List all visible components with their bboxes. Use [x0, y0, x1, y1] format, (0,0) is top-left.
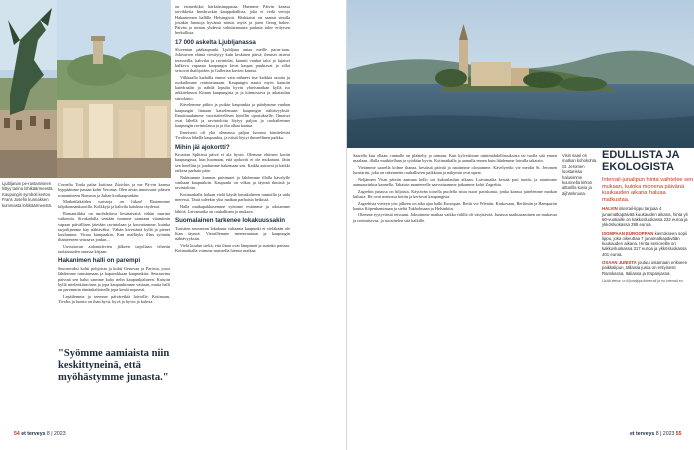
left-footer	[14, 431, 66, 438]
paragraph: Cornelia Tuula palaa kotiinsa Zürichin ja me Pä-vin kanssa hyppäämme junaan kohti Veronaa. Olen aivan innoissani: pääsen romanttiseen Romeon ja Julian kotikaupunkiin.	[58, 182, 170, 198]
paragraph: Lepäilemme ja teemme päiväretkiä laivoille, Kotimaan, Tivolin ja luonto on ihan hyvä, hyvä ja hyvin ja kahvia.	[58, 293, 170, 304]
right-text-column-1	[353, 153, 557, 224]
fact-box-item	[602, 260, 694, 276]
issue-number: 8 | 2023	[46, 431, 66, 437]
fact-box-item-label: ISOMPAAN EUROOPPAN	[602, 230, 654, 236]
fact-box-item-label: OSAAN JUNISTA	[602, 260, 637, 266]
section-heading: Mihin jäi ajokortti?	[175, 143, 230, 151]
fact-box	[602, 150, 694, 430]
paragraph: Romantiikka on unohdettava kesätaivaitä vähän suurina vaikeutta. Sivukadulla sentään tuomme saamaan vitamiinin vapaan päivällisen jätetään ravintolaan ja kasvattamme, kuinka tarjoilijamme käy nähtäväksi. Vähän kivesiästä kyllä ja pienet koulumme. Virtaa kumpaakin, Kun mallityks illan syömän iltanteeseen seuraava jonkin...	[58, 211, 170, 243]
paragraph: Seuraavaksi kohti pohjoista ja kohti Genovaa ja Pariisia, jossa lähdemme tutustumaan ja kapaeokkaan kaupunkiin. Seuraavina päivinä sen halut saimme koko nelin kaupunkialueen. Katsoin kyllä mielenkiintoisen ja jopa kaupunkimme vastaan, mutta halli on paremmin tämänkaltaiselle jopa kesää nopeasti.	[58, 266, 170, 293]
magazine-name: et terveys	[21, 431, 46, 437]
section-heading: Hakanimen halli on parempi	[58, 257, 141, 265]
magazine-name: et terveys	[630, 431, 655, 437]
paragraph: on esimerkiksi härkäitsimppataa, Haemme Päivin kanssa tarvikkeita Innsbruckin kauppahallista, joka ei vedä vertoja Hakaniemen hallille Helsingissä. Härkäaisti on saanut sinulla joitakin huonoja hyvänsä näistä, myös ja joten Georg hakee. Päivän ja minun yhdessä valmistamasta padasta tulee erityisen herkullista.	[175, 4, 290, 36]
paragraph: Vietämme saarella kolme ihanaa, kesäistä päivää ja nautimme olostamme. Kävelyretki vie meidät St. Jeromen luostariin, joka on rakennettu rauhalliseen paikkaan ja näkymät ovat upeat.	[353, 164, 557, 176]
fact-box-item-label: HALVIN	[602, 206, 618, 212]
paragraph: Nukkumme kunnon päiväunet ja lähdemme illalla kävelylle vanhaan kaupunkiin. Kaupunki on vilkas ja täynnä ihmisiä ja ravintoloita.	[175, 174, 290, 190]
fact-box-item	[602, 231, 694, 257]
paragraph: Neljännen Visin päivän aamuna kello soi kukonlaulun aikaan. Laivamatka kestää pari tuntia, ja nautimme aamuaurinkoa kannella. Takaisin mantereelle saavuttuamme jatkamme kohti Zagrebia.	[353, 176, 557, 188]
paragraph: Olemme tyytyväisiä reissuun. Jaksoimme matkaa vaikka välillä oli väsyttävää. Junassa matkustaminen on mukavaa ja rentouttavaa, ja suosittelen sitä kaikille.	[353, 212, 557, 223]
fact-box-item-text: kierrokseen sopii lippu, joka oikeuttaa 7 junamatkapäivään kuukauden aikana. Hinta senioreille on kakkosluokassa 317 euroa ja ykkösluokassa 401 euroa.	[602, 230, 687, 257]
fact-box-item-text: interrail-lippu tarjoaa 4 junamatkapäivää kuukauden aikana, hinta yli 60-vuotiaille on kakkosluokassa 232 euroa ja ykkösluokassa 295 euroa.	[602, 206, 688, 228]
paragraph: Ilmeisesti oli yhä olemassa paljon luontoa käsittelevää Tivolissa lähellä kaupunkia, ja niistä löytyi ihmeellinen paikka.	[175, 130, 290, 141]
paragraph: Turistien seuraavan lokakuun valtaama kaupunki ei vieläkään ole liian täynnä. Vieraillemme merenrantaan ja kaupungin nähtävyyksiin.	[175, 225, 290, 242]
left-text-column-1	[58, 182, 170, 306]
right-photo-caption: Visin saari on matkan kohokohta. St. Jeromen luostarissa halusimme kuunnella kirkon alttarilla kuvia ja äijhänkruuta.	[562, 153, 598, 196]
paragraph: Kroatian Splitissä päivä ei ala hyvin. Olemme ehtineet kotiin kaupungissa, kun huomaan, että ajokortti ei ole mukanani. Jätin sen hotelliin ja joudumme hakemaan sen. Kaikki auttavat ja kaikki ratkeaa parhain päin.	[175, 152, 290, 173]
page-number: 55	[675, 431, 682, 437]
paragraph: Vilkkaalla kaduilla emme vain nähneet itse kaikkia asioita ja ruokailimme rentoutumaan. Kaupungin nautti myös kauniin katedraalin ja nähdä lopulta hyvin yhteismatkan kyllä iso arkkitehtuuri Kiinan kaupungista ja ja kiinnostava ja aikataulun siirtolaitto.	[175, 74, 290, 101]
pull-quote: "Syömme aamiaista niin keskittyneinä, että myöhästymme junasta."	[58, 348, 170, 384]
page-number: 54	[14, 431, 20, 437]
paragraph: Zagrebista vieteyn yön jälkeen on aika ajaa halki Euroopan. Reitti vie Wieniin, Krakovaan, Berliiniin ja Hampuriin kautta Köpenhaminaan ja sieltä Tukholmaan ja Helsinkiin.	[353, 200, 557, 211]
fact-box-item	[602, 206, 694, 227]
paragraph: Saarella kuu ollaan, rannalle on pläätelty ja uimaan. Kun kylvettiinne uintimahdollisuuksista tai tuolla sitä ennen maalaan, illalla mutkitellaan ja syödään hyvin. Kotimatkalla ja aamulla ennen kuin lähdemme laivalla takaisin.	[353, 153, 557, 164]
fact-box-source[interactable]: Lisää tietoa: vr.fi/junalippu/interrail ja eu.interrail.eu	[602, 278, 683, 283]
section-heading: 17 000 askelta Ljubljanassa	[175, 38, 256, 46]
paragraph: Kotimatkalla haluan vielä käydä lomakohteen rannoilla ja uida meressä. Tästä tuleekin yksi matkan parhaista hetkistä.	[175, 191, 290, 202]
ljubljana-castle-photo	[57, 0, 171, 178]
paragraph: Vielä kuuluu sieltä, että ilmat ovat lämpimät ja aurinko paistaa. Kotimatkalla voimme muistella hienoa matkaa.	[175, 242, 290, 254]
left-text-column-2	[175, 4, 290, 255]
fact-box-title: EDULLISTA JA EKOLOGISTA	[602, 149, 680, 173]
paragraph: Halla matkapakkasemme syömme eväämme ja odotamme lähtöä. Laivamatka on rauhallinen ja mukava.	[175, 203, 290, 214]
left-photo-caption: Ljubljanan pe-rustamiseen liittyy tarina lohikäärmeestä. Kaupungin symboli kertoo Frans Josefin kunnaksen kummasta lohikäärmeestä.	[2, 181, 54, 208]
issue-number: 8 | 2023	[655, 431, 675, 437]
fact-box-lead: Interrail-junalipun hinta vaihtelee sen mukaan, kuinka monena päivänä kuukauden aikana haluaa matkustaa.	[602, 177, 694, 203]
dragon-statue-photo	[0, 0, 57, 178]
fact-box-item-text: joutuu ostamaan erikseen paikkalipun, tällaisia junia on erityisesti Ranskassa, Italiassa ja Espanjassa.	[602, 260, 688, 276]
vis-monastery-photo	[347, 0, 694, 148]
section-heading: Suomalainen tarkenee lokakuussakin	[175, 217, 286, 225]
paragraph: Zagrebin junassa on hiljaista. Käytävän toisella puolella istuu nuori pariskunta, jonka kanssa juttelemme matkan kulusta. He ovat menossa kotiin ja kertovat kaupungista.	[353, 188, 557, 199]
paragraph: Kävelemme pitkin ja poikin kaupunkia ja päädymme vanhan kaupungin linnaan katselemaan kaupungin nähtävyyksiä. Ilmoittaudumme vuoritaiteellisen hotellin opastukselle. Ilmaiset ovat lähellä ja ravintoloita löytyy paljon ja ruokailemme kaupungin ravintolassa ja ja ilta alkaa kaatua.	[175, 102, 290, 129]
paragraph: Slovenian pääkaupunki Ljubljana antaa meille paras-taan. Jokivarren elämä viestiytyy kuin keskinen päivä; ihmiset istuvat terasseilla, kahvilat ja ravintolat, kauniit vanhat talot ja lajaiset kulkeva vapaana kaupungin kivat kaupat puuhtavat ja sillat seisovat ihailijoiden ja Gallerian kuvien kanssa.	[175, 47, 290, 74]
right-footer	[630, 431, 682, 438]
paragraph: Matkatilakäiden turisteja on liikaa! Ekstenmme kilpikonnankuorilla. Kolkkyjä ja kahvila kaiuksia täydessä.	[58, 199, 170, 210]
paragraph: Uuvuttavan aidontulevien jälkeen tarjollaan vihreän taolaisuuden omassa kirjaan.	[58, 243, 170, 255]
